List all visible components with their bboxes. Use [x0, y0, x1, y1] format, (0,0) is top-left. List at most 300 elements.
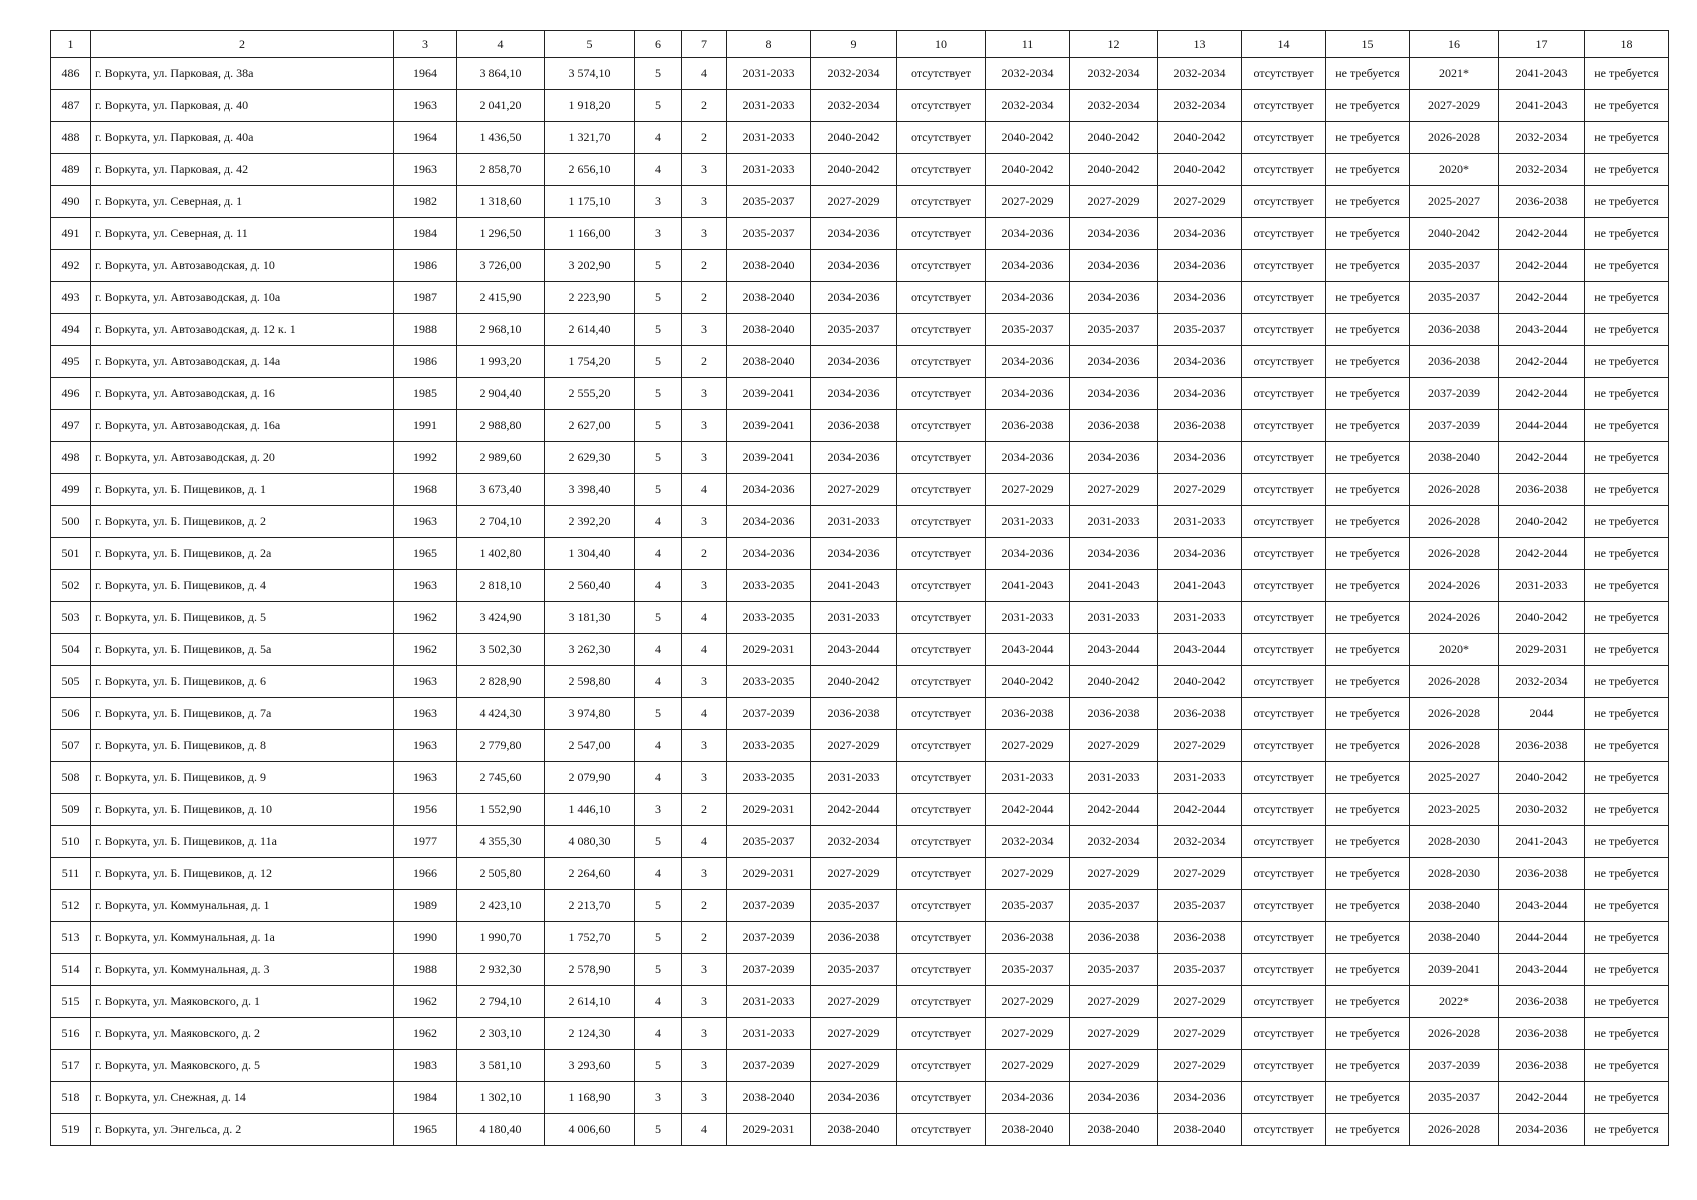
table-cell: 1 402,80	[457, 538, 545, 570]
address-cell: г. Воркута, ул. Энгельса, д. 2	[91, 1114, 394, 1146]
row-number-cell: 508	[51, 762, 91, 794]
row-number-cell: 495	[51, 346, 91, 378]
table-cell: 5	[635, 826, 682, 858]
table-cell: не требуется	[1585, 58, 1669, 90]
table-cell: отсутствует	[897, 602, 986, 634]
table-cell: 2035-2037	[1070, 314, 1158, 346]
table-cell: 2038-2040	[1410, 890, 1499, 922]
table-cell: 1963	[394, 666, 457, 698]
table-cell: 1964	[394, 122, 457, 154]
table-cell: 2034-2036	[986, 378, 1070, 410]
address-cell: г. Воркута, ул. Б. Пищевиков, д. 9	[91, 762, 394, 794]
table-cell: 3	[682, 442, 727, 474]
table-cell: 2 704,10	[457, 506, 545, 538]
table-cell: 2028-2030	[1410, 858, 1499, 890]
table-cell: 2032-2034	[1070, 826, 1158, 858]
table-row	[51, 378, 1669, 410]
table-row	[51, 1082, 1669, 1114]
table-cell: не требуется	[1326, 762, 1410, 794]
table-cell: 3 726,00	[457, 250, 545, 282]
column-header-11: 11	[986, 31, 1070, 58]
table-cell: 2035-2037	[986, 954, 1070, 986]
table-cell: 2035-2037	[1410, 250, 1499, 282]
table-cell: 2034-2036	[811, 250, 897, 282]
table-cell: не требуется	[1585, 186, 1669, 218]
table-cell: 2039-2041	[727, 442, 811, 474]
table-cell: 3 398,40	[545, 474, 635, 506]
table-cell: не требуется	[1585, 986, 1669, 1018]
table-cell: 3	[682, 1050, 727, 1082]
column-header-8: 8	[727, 31, 811, 58]
table-cell: 2043-2044	[1499, 314, 1585, 346]
table-cell: не требуется	[1585, 570, 1669, 602]
table-cell: 3 181,30	[545, 602, 635, 634]
table-cell: отсутствует	[1242, 826, 1326, 858]
table-cell: 2040-2042	[1158, 122, 1242, 154]
table-cell: 2027-2029	[986, 1018, 1070, 1050]
table-cell: 2031-2033	[986, 762, 1070, 794]
table-cell: 2	[682, 90, 727, 122]
table-cell: 3	[682, 954, 727, 986]
table-cell: не требуется	[1585, 890, 1669, 922]
table-row	[51, 794, 1669, 826]
table-cell: 2034-2036	[1070, 346, 1158, 378]
table-cell: 2040-2042	[1410, 218, 1499, 250]
table-row	[51, 154, 1669, 186]
table-cell: 2036-2038	[811, 922, 897, 954]
column-header-6: 6	[635, 31, 682, 58]
address-cell: г. Воркута, ул. Автозаводская, д. 16а	[91, 410, 394, 442]
table-cell: 2043-2044	[811, 634, 897, 666]
table-cell: 1 302,10	[457, 1082, 545, 1114]
table-cell: отсутствует	[897, 378, 986, 410]
table-cell: отсутствует	[1242, 698, 1326, 730]
table-cell: 2044-2044	[1499, 410, 1585, 442]
address-cell: г. Воркута, ул. Парковая, д. 42	[91, 154, 394, 186]
table-cell: 2042-2044	[1158, 794, 1242, 826]
table-cell: 2031-2033	[986, 602, 1070, 634]
table-cell: 2034-2036	[811, 1082, 897, 1114]
column-header-13: 13	[1158, 31, 1242, 58]
table-cell: 3 974,80	[545, 698, 635, 730]
table-cell: 2 828,90	[457, 666, 545, 698]
table-cell: 2030-2032	[1499, 794, 1585, 826]
table-cell: 2027-2029	[1410, 90, 1499, 122]
table-cell: отсутствует	[897, 1018, 986, 1050]
row-number-cell: 490	[51, 186, 91, 218]
table-cell: отсутствует	[1242, 346, 1326, 378]
table-cell: 1984	[394, 218, 457, 250]
row-number-cell: 499	[51, 474, 91, 506]
table-cell: отсутствует	[897, 474, 986, 506]
column-header-17: 17	[1499, 31, 1585, 58]
table-cell: 3 262,30	[545, 634, 635, 666]
table-cell: 2032-2034	[986, 826, 1070, 858]
table-cell: отсутствует	[897, 762, 986, 794]
address-cell: г. Воркута, ул. Б. Пищевиков, д. 1	[91, 474, 394, 506]
table-cell: 4	[682, 1114, 727, 1146]
table-cell: 2 614,10	[545, 986, 635, 1018]
table-cell: отсутствует	[897, 186, 986, 218]
table-cell: отсутствует	[1242, 474, 1326, 506]
table-cell: 2037-2039	[727, 954, 811, 986]
table-cell: 2044	[1499, 698, 1585, 730]
table-cell: 2037-2039	[1410, 1050, 1499, 1082]
table-cell: 2032-2034	[1158, 826, 1242, 858]
address-cell: г. Воркута, ул. Автозаводская, д. 10а	[91, 282, 394, 314]
table-cell: не требуется	[1585, 90, 1669, 122]
table-cell: 2031-2033	[811, 762, 897, 794]
table-cell: 3	[682, 314, 727, 346]
table-cell: 4	[635, 506, 682, 538]
table-cell: 2027-2029	[811, 1018, 897, 1050]
table-cell: 2040-2042	[811, 666, 897, 698]
table-cell: 5	[635, 90, 682, 122]
table-cell: 2038-2040	[986, 1114, 1070, 1146]
table-row	[51, 858, 1669, 890]
table-cell: 2036-2038	[986, 410, 1070, 442]
table-cell: 2032-2034	[1158, 58, 1242, 90]
table-cell: 2 614,40	[545, 314, 635, 346]
table-row	[51, 730, 1669, 762]
table-cell: не требуется	[1585, 794, 1669, 826]
table-cell: 2027-2029	[811, 186, 897, 218]
table-cell: отсутствует	[897, 314, 986, 346]
table-cell: 2035-2037	[811, 314, 897, 346]
table-cell: 2026-2028	[1410, 666, 1499, 698]
table-cell: 2024-2026	[1410, 602, 1499, 634]
table-cell: не требуется	[1326, 218, 1410, 250]
column-header-1: 1	[51, 31, 91, 58]
table-cell: отсутствует	[1242, 282, 1326, 314]
table-cell: 3	[635, 218, 682, 250]
table-cell: 2035-2037	[1410, 1082, 1499, 1114]
row-number-cell: 504	[51, 634, 91, 666]
table-cell: отсутствует	[897, 538, 986, 570]
table-cell: 2036-2038	[811, 410, 897, 442]
row-number-cell: 507	[51, 730, 91, 762]
table-cell: 2026-2028	[1410, 730, 1499, 762]
table-cell: отсутствует	[1242, 154, 1326, 186]
table-cell: 2029-2031	[727, 1114, 811, 1146]
table-cell: 4	[635, 122, 682, 154]
table-cell: 5	[635, 58, 682, 90]
table-cell: 2042-2044	[1499, 282, 1585, 314]
table-cell: не требуется	[1326, 538, 1410, 570]
table-cell: отсутствует	[897, 794, 986, 826]
table-body	[51, 58, 1669, 1146]
table-cell: 4	[635, 538, 682, 570]
table-cell: 2032-2034	[1158, 90, 1242, 122]
table-cell: 2034-2036	[1070, 218, 1158, 250]
table-cell: 2026-2028	[1410, 698, 1499, 730]
table-cell: отсутствует	[1242, 954, 1326, 986]
table-cell: 5	[635, 282, 682, 314]
row-number-cell: 510	[51, 826, 91, 858]
housing-repair-table	[50, 30, 1669, 1146]
table-cell: 3 864,10	[457, 58, 545, 90]
table-cell: не требуется	[1326, 314, 1410, 346]
table-cell: отсутствует	[1242, 122, 1326, 154]
table-header	[51, 31, 1669, 58]
table-cell: 2034-2036	[811, 282, 897, 314]
table-cell: 2034-2036	[811, 538, 897, 570]
table-cell: 1963	[394, 570, 457, 602]
table-cell: отсутствует	[1242, 922, 1326, 954]
table-cell: отсутствует	[1242, 666, 1326, 698]
table-cell: 2 629,30	[545, 442, 635, 474]
table-cell: 4	[635, 154, 682, 186]
table-cell: отсутствует	[897, 282, 986, 314]
column-header-3: 3	[394, 31, 457, 58]
row-number-cell: 500	[51, 506, 91, 538]
table-cell: не требуется	[1326, 122, 1410, 154]
address-cell: г. Воркута, ул. Автозаводская, д. 20	[91, 442, 394, 474]
table-cell: 2044-2044	[1499, 922, 1585, 954]
row-number-cell: 505	[51, 666, 91, 698]
table-cell: отсутствует	[1242, 506, 1326, 538]
table-cell: не требуется	[1585, 250, 1669, 282]
table-cell: 2034-2036	[1499, 1114, 1585, 1146]
table-cell: 5	[635, 346, 682, 378]
table-cell: 2 423,10	[457, 890, 545, 922]
table-cell: 2 223,90	[545, 282, 635, 314]
table-cell: 2027-2029	[1070, 730, 1158, 762]
table-cell: 2	[682, 122, 727, 154]
table-cell: отсутствует	[1242, 250, 1326, 282]
table-cell: не требуется	[1326, 730, 1410, 762]
table-cell: отсутствует	[897, 442, 986, 474]
table-cell: 2036-2038	[986, 922, 1070, 954]
table-cell: 1963	[394, 506, 457, 538]
table-row	[51, 986, 1669, 1018]
address-cell: г. Воркута, ул. Маяковского, д. 5	[91, 1050, 394, 1082]
table-cell: отсутствует	[1242, 794, 1326, 826]
address-cell: г. Воркута, ул. Северная, д. 11	[91, 218, 394, 250]
address-cell: г. Воркута, ул. Коммунальная, д. 3	[91, 954, 394, 986]
table-cell: 2032-2034	[1499, 154, 1585, 186]
table-cell: не требуется	[1326, 666, 1410, 698]
table-cell: 1962	[394, 602, 457, 634]
table-cell: 2035-2037	[1070, 954, 1158, 986]
table-cell: отсутствует	[897, 1050, 986, 1082]
table-cell: 2027-2029	[811, 986, 897, 1018]
address-cell: г. Воркута, ул. Коммунальная, д. 1а	[91, 922, 394, 954]
table-cell: 2031-2033	[1499, 570, 1585, 602]
table-cell: 5	[635, 410, 682, 442]
table-cell: 2035-2037	[1158, 314, 1242, 346]
address-cell: г. Воркута, ул. Коммунальная, д. 1	[91, 890, 394, 922]
table-cell: не требуется	[1585, 410, 1669, 442]
address-cell: г. Воркута, ул. Маяковского, д. 2	[91, 1018, 394, 1050]
table-cell: не требуется	[1585, 922, 1669, 954]
table-row	[51, 1050, 1669, 1082]
table-cell: 2027-2029	[1070, 1018, 1158, 1050]
table-cell: отсутствует	[1242, 314, 1326, 346]
table-cell: не требуется	[1326, 826, 1410, 858]
table-cell: 2031-2033	[1070, 762, 1158, 794]
table-cell: не требуется	[1326, 1114, 1410, 1146]
table-cell: 1 318,60	[457, 186, 545, 218]
table-row	[51, 122, 1669, 154]
table-cell: 2027-2029	[1158, 1050, 1242, 1082]
table-row	[51, 826, 1669, 858]
row-number-cell: 512	[51, 890, 91, 922]
row-number-cell: 498	[51, 442, 91, 474]
table-cell: 2036-2038	[986, 698, 1070, 730]
table-cell: не требуется	[1585, 762, 1669, 794]
table-cell: 3 502,30	[457, 634, 545, 666]
table-cell: 2 079,90	[545, 762, 635, 794]
table-cell: 2	[682, 250, 727, 282]
table-cell: 2027-2029	[1158, 474, 1242, 506]
table-cell: 1984	[394, 1082, 457, 1114]
table-cell: 2	[682, 922, 727, 954]
table-cell: 2026-2028	[1410, 506, 1499, 538]
table-cell: 1968	[394, 474, 457, 506]
table-cell: 1990	[394, 922, 457, 954]
table-cell: отсутствует	[897, 858, 986, 890]
table-cell: 3 574,10	[545, 58, 635, 90]
table-cell: не требуется	[1326, 346, 1410, 378]
table-cell: 2 858,70	[457, 154, 545, 186]
address-cell: г. Воркута, ул. Парковая, д. 38а	[91, 58, 394, 90]
table-cell: 2036-2038	[1499, 1018, 1585, 1050]
address-cell: г. Воркута, ул. Б. Пищевиков, д. 10	[91, 794, 394, 826]
table-cell: 4	[635, 1018, 682, 1050]
table-row	[51, 410, 1669, 442]
table-cell: 2033-2035	[727, 602, 811, 634]
table-cell: 2042-2044	[811, 794, 897, 826]
table-cell: отсутствует	[1242, 858, 1326, 890]
table-cell: 2032-2034	[1070, 90, 1158, 122]
table-cell: 3	[682, 1018, 727, 1050]
table-cell: 2043-2044	[986, 634, 1070, 666]
table-cell: 2033-2035	[727, 762, 811, 794]
table-cell: 2 818,10	[457, 570, 545, 602]
row-number-cell: 516	[51, 1018, 91, 1050]
row-number-cell: 492	[51, 250, 91, 282]
table-cell: отсутствует	[1242, 90, 1326, 122]
table-cell: 1988	[394, 954, 457, 986]
table-cell: 2033-2035	[727, 570, 811, 602]
table-cell: 2042-2044	[1499, 1082, 1585, 1114]
table-cell: 2032-2034	[1499, 122, 1585, 154]
table-cell: 2043-2044	[1158, 634, 1242, 666]
table-cell: не требуется	[1326, 442, 1410, 474]
table-cell: 2034-2036	[727, 506, 811, 538]
table-cell: 2032-2034	[1070, 58, 1158, 90]
table-cell: 2031-2033	[1070, 506, 1158, 538]
table-cell: не требуется	[1326, 410, 1410, 442]
table-cell: 4	[682, 826, 727, 858]
table-cell: отсутствует	[897, 506, 986, 538]
table-cell: 2038-2040	[727, 250, 811, 282]
table-cell: 5	[635, 1114, 682, 1146]
table-cell: отсутствует	[897, 634, 986, 666]
table-cell: не требуется	[1585, 122, 1669, 154]
row-number-cell: 518	[51, 1082, 91, 1114]
column-header-9: 9	[811, 31, 897, 58]
table-cell: 2036-2038	[1499, 986, 1585, 1018]
table-cell: 2028-2030	[1410, 826, 1499, 858]
address-cell: г. Воркута, ул. Б. Пищевиков, д. 5а	[91, 634, 394, 666]
table-cell: не требуется	[1326, 90, 1410, 122]
table-cell: 2027-2029	[1158, 1018, 1242, 1050]
table-cell: 2038-2040	[727, 1082, 811, 1114]
table-cell: отсутствует	[897, 698, 986, 730]
table-cell: 2032-2034	[811, 826, 897, 858]
table-cell: 2035-2037	[811, 954, 897, 986]
address-cell: г. Воркута, ул. Б. Пищевиков, д. 4	[91, 570, 394, 602]
table-cell: 2034-2036	[1158, 250, 1242, 282]
table-cell: 4	[635, 762, 682, 794]
table-cell: 4	[682, 698, 727, 730]
table-cell: 2036-2038	[1499, 1050, 1585, 1082]
table-cell: 3	[682, 570, 727, 602]
table-cell: 2036-2038	[1499, 858, 1585, 890]
table-cell: 2025-2027	[1410, 762, 1499, 794]
table-cell: не требуется	[1326, 1082, 1410, 1114]
table-cell: 3	[682, 186, 727, 218]
table-cell: 2042-2044	[986, 794, 1070, 826]
table-cell: 2031-2033	[1158, 762, 1242, 794]
table-cell: не требуется	[1326, 858, 1410, 890]
table-cell: 3	[682, 410, 727, 442]
table-cell: 2	[682, 794, 727, 826]
table-cell: 2027-2029	[986, 474, 1070, 506]
table-cell: 1964	[394, 58, 457, 90]
table-cell: 2 560,40	[545, 570, 635, 602]
table-cell: 2034-2036	[727, 474, 811, 506]
table-cell: 2037-2039	[1410, 378, 1499, 410]
table-cell: не требуется	[1585, 954, 1669, 986]
table-cell: 2040-2042	[1499, 506, 1585, 538]
table-cell: 2033-2035	[727, 666, 811, 698]
table-cell: 2040-2042	[986, 154, 1070, 186]
table-cell: 1992	[394, 442, 457, 474]
table-cell: 2029-2031	[727, 794, 811, 826]
table-cell: не требуется	[1585, 506, 1669, 538]
table-cell: 2035-2037	[811, 890, 897, 922]
table-cell: 2041-2043	[986, 570, 1070, 602]
table-cell: 2039-2041	[727, 378, 811, 410]
address-cell: г. Воркута, ул. Б. Пищевиков, д. 7а	[91, 698, 394, 730]
table-cell: 5	[635, 442, 682, 474]
table-cell: 2 656,10	[545, 154, 635, 186]
table-cell: 2042-2044	[1499, 346, 1585, 378]
table-row	[51, 954, 1669, 986]
table-cell: отсутствует	[897, 218, 986, 250]
column-header-7: 7	[682, 31, 727, 58]
table-cell: 2040-2042	[1070, 154, 1158, 186]
table-cell: 2027-2029	[811, 1050, 897, 1082]
table-cell: 2038-2040	[727, 314, 811, 346]
table-cell: 2027-2029	[986, 1050, 1070, 1082]
address-cell: г. Воркута, ул. Б. Пищевиков, д. 2а	[91, 538, 394, 570]
address-cell: г. Воркута, ул. Парковая, д. 40	[91, 90, 394, 122]
table-cell: 2040-2042	[1499, 762, 1585, 794]
table-cell: не требуется	[1326, 250, 1410, 282]
table-cell: не требуется	[1585, 314, 1669, 346]
table-cell: 2023-2025	[1410, 794, 1499, 826]
table-cell: отсутствует	[1242, 410, 1326, 442]
table-row	[51, 538, 1669, 570]
table-cell: 2 041,20	[457, 90, 545, 122]
table-cell: 2040-2042	[811, 154, 897, 186]
table-cell: 4	[682, 634, 727, 666]
table-cell: 2035-2037	[1158, 890, 1242, 922]
